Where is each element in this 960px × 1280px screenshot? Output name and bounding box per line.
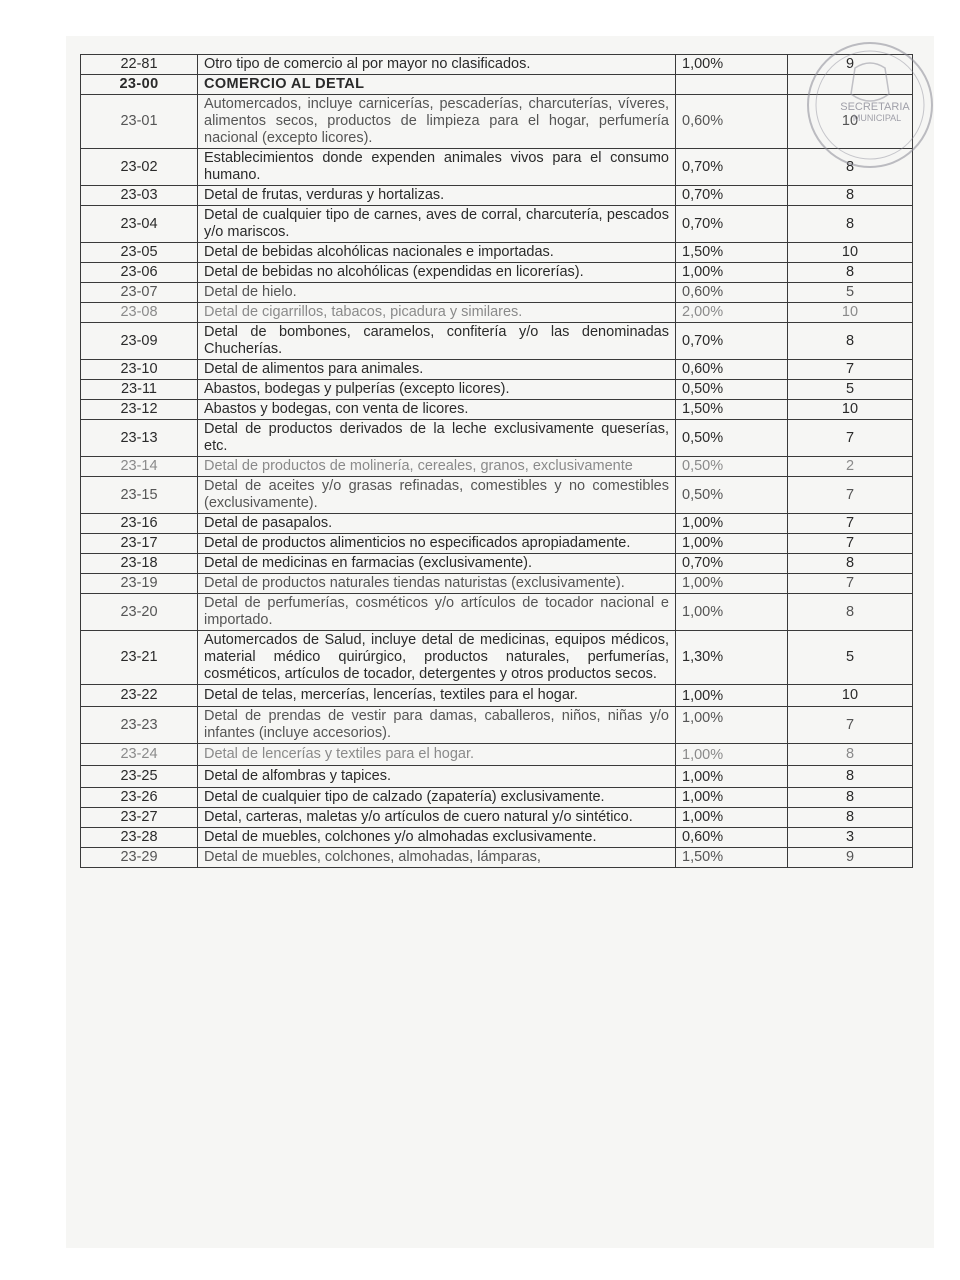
- table-row: [81, 360, 913, 380]
- activity-code: 23-01: [81, 95, 198, 149]
- activity-code: 23-20: [81, 594, 198, 631]
- activity-code: 23-00: [81, 75, 198, 95]
- table-row: [81, 534, 913, 554]
- minimum-tax-units: 7: [788, 534, 913, 554]
- table-row: [81, 380, 913, 400]
- tax-rate: 0,70%: [676, 149, 788, 186]
- minimum-tax-units: 5: [788, 380, 913, 400]
- tax-rate: 0,60%: [676, 283, 788, 303]
- activity-description: Detal de telas, mercerías, lencerías, textiles para el hogar.: [198, 685, 676, 707]
- activity-description: Otro tipo de comercio al por mayor no clasificados.: [198, 55, 676, 75]
- minimum-tax-units: 8: [788, 206, 913, 243]
- minimum-tax-units: 5: [788, 283, 913, 303]
- table-row: [81, 95, 913, 149]
- minimum-tax-units: 7: [788, 707, 913, 744]
- tax-rate: 0,70%: [676, 323, 788, 360]
- activity-code: 23-21: [81, 631, 198, 685]
- activity-code: 23-24: [81, 744, 198, 766]
- activity-code: 23-25: [81, 766, 198, 788]
- activity-code: 23-22: [81, 685, 198, 707]
- minimum-tax-units: 7: [788, 360, 913, 380]
- activity-description: Detal de muebles, colchones, almohadas, lámparas,: [198, 848, 676, 868]
- activity-code: 23-27: [81, 808, 198, 828]
- activity-code: 23-16: [81, 514, 198, 534]
- activity-description: Detal de cigarrillos, tabacos, picadura y similares.: [198, 303, 676, 323]
- activity-code: 23-05: [81, 243, 198, 263]
- table-row: [81, 55, 913, 75]
- tax-rate: 1,00%: [676, 574, 788, 594]
- minimum-tax-units: 8: [788, 766, 913, 788]
- minimum-tax-units: 8: [788, 788, 913, 808]
- minimum-tax-units: 10: [788, 243, 913, 263]
- table-row: [81, 303, 913, 323]
- activity-code: 23-13: [81, 420, 198, 457]
- tariff-table: [80, 54, 913, 868]
- tax-rate: 1,00%: [676, 766, 788, 788]
- activity-code: 23-19: [81, 574, 198, 594]
- table-row: [81, 744, 913, 766]
- activity-description: Detal de cualquier tipo de carnes, aves de corral, charcutería, pescados y/o mariscos.: [198, 206, 676, 243]
- activity-code: 23-04: [81, 206, 198, 243]
- activity-code: 23-14: [81, 457, 198, 477]
- tax-rate: 1,00%: [676, 514, 788, 534]
- activity-code: 23-10: [81, 360, 198, 380]
- table-row: [81, 420, 913, 457]
- minimum-tax-units: 8: [788, 149, 913, 186]
- section-header-row: [81, 75, 913, 95]
- minimum-tax-units: 7: [788, 514, 913, 534]
- tax-rate: 0,50%: [676, 380, 788, 400]
- activity-code: 23-02: [81, 149, 198, 186]
- table-row: [81, 554, 913, 574]
- minimum-tax-units: 8: [788, 594, 913, 631]
- activity-description: Detal de alfombras y tapices.: [198, 766, 676, 788]
- activity-description: Detal de productos derivados de la leche exclusivamente queserías, etc.: [198, 420, 676, 457]
- minimum-tax-units: 8: [788, 323, 913, 360]
- minimum-tax-units: 5: [788, 631, 913, 685]
- activity-description: Detal de productos de molinería, cereales, granos, exclusivamente: [198, 457, 676, 477]
- minimum-tax-units: 8: [788, 554, 913, 574]
- activity-description: Detal de bebidas alcohólicas nacionales e importadas.: [198, 243, 676, 263]
- table-row: [81, 808, 913, 828]
- activity-code: 23-06: [81, 263, 198, 283]
- activity-code: 23-07: [81, 283, 198, 303]
- tax-rate: 1,00%: [676, 707, 788, 744]
- tax-rate: 1,00%: [676, 594, 788, 631]
- activity-description: Detal de productos alimenticios no especificados apropiadamente.: [198, 534, 676, 554]
- activity-description: Detal de bebidas no alcohólicas (expendidas en licorerías).: [198, 263, 676, 283]
- seal-text-line1: SECRETARIA: [840, 101, 910, 113]
- tax-rate: 1,50%: [676, 400, 788, 420]
- table-row: [81, 206, 913, 243]
- table-row: [81, 149, 913, 186]
- table-row: [81, 514, 913, 534]
- tax-rate: 0,50%: [676, 457, 788, 477]
- minimum-tax-units: 7: [788, 477, 913, 514]
- tax-rate: 0,50%: [676, 420, 788, 457]
- minimum-tax-units: 7: [788, 420, 913, 457]
- minimum-tax-units: 8: [788, 186, 913, 206]
- table-row: [81, 788, 913, 808]
- activity-description: Detal de lencerías y textiles para el hogar.: [198, 744, 676, 766]
- tax-rate: 1,50%: [676, 848, 788, 868]
- tax-rate: 2,00%: [676, 303, 788, 323]
- activity-code: 23-11: [81, 380, 198, 400]
- activity-code: 23-18: [81, 554, 198, 574]
- minimum-tax-units: 9: [788, 848, 913, 868]
- minimum-tax-units: 9: [788, 55, 913, 75]
- activity-description: Detal de alimentos para animales.: [198, 360, 676, 380]
- activity-code: 23-12: [81, 400, 198, 420]
- activity-description: Establecimientos donde expenden animales vivos para el consumo humano.: [198, 149, 676, 186]
- activity-description: Automercados, incluye carnicerías, pescaderías, charcuterías, víveres, alimentos secos, productos de limpieza para el hogar, perfumería nacional (excepto licores).: [198, 95, 676, 149]
- activity-code: 23-08: [81, 303, 198, 323]
- seal-text-line2: MUNICIPAL: [852, 113, 902, 123]
- activity-code: 23-03: [81, 186, 198, 206]
- activity-description: Abastos y bodegas, con venta de licores.: [198, 400, 676, 420]
- table-row: [81, 457, 913, 477]
- activity-description: Detal de frutas, verduras y hortalizas.: [198, 186, 676, 206]
- tax-rate: 1,30%: [676, 631, 788, 685]
- tax-rate: 1,00%: [676, 744, 788, 766]
- activity-code: 23-17: [81, 534, 198, 554]
- activity-description: Abastos, bodegas y pulperías (excepto licores).: [198, 380, 676, 400]
- activity-description: Detal de muebles, colchones y/o almohadas exclusivamente.: [198, 828, 676, 848]
- minimum-tax-units: 8: [788, 744, 913, 766]
- activity-description: Detal de bombones, caramelos, confitería y/o las denominadas Chucherías.: [198, 323, 676, 360]
- table-row: [81, 594, 913, 631]
- table-row: [81, 631, 913, 685]
- tax-rate: 0,70%: [676, 554, 788, 574]
- activity-code: 23-29: [81, 848, 198, 868]
- table-row: [81, 477, 913, 514]
- table-row: [81, 186, 913, 206]
- minimum-tax-units: 2: [788, 457, 913, 477]
- table-row: [81, 685, 913, 707]
- tax-rate: [676, 75, 788, 95]
- activity-code: 23-26: [81, 788, 198, 808]
- activity-description: Detal de cualquier tipo de calzado (zapatería) exclusivamente.: [198, 788, 676, 808]
- activity-description: Automercados de Salud, incluye detal de medicinas, equipos médicos, material médico quirúrgico, productos naturales, perfumerías, cosméticos, artículos de tocador, detergentes y otros productos secos.: [198, 631, 676, 685]
- tax-rate: 1,50%: [676, 243, 788, 263]
- tax-rate: 1,00%: [676, 685, 788, 707]
- activity-description: COMERCIO AL DETAL: [198, 75, 676, 95]
- minimum-tax-units: 3: [788, 828, 913, 848]
- tax-rate: 0,60%: [676, 95, 788, 149]
- tax-rate: 0,70%: [676, 206, 788, 243]
- minimum-tax-units: 10: [788, 685, 913, 707]
- activity-description: Detal de medicinas en farmacias (exclusivamente).: [198, 554, 676, 574]
- minimum-tax-units: 10: [788, 95, 913, 149]
- tax-rate: 1,00%: [676, 788, 788, 808]
- tax-rate: 1,00%: [676, 808, 788, 828]
- tax-rate: 1,00%: [676, 534, 788, 554]
- activity-code: 23-15: [81, 477, 198, 514]
- activity-description: Detal de aceites y/o grasas refinadas, comestibles y no comestibles (exclusivamente).: [198, 477, 676, 514]
- tax-rate: 0,60%: [676, 360, 788, 380]
- minimum-tax-units: 8: [788, 808, 913, 828]
- activity-description: Detal de perfumerías, cosméticos y/o artículos de tocador nacional e importado.: [198, 594, 676, 631]
- minimum-tax-units: 10: [788, 400, 913, 420]
- tax-rate: 0,50%: [676, 477, 788, 514]
- table-row: [81, 848, 913, 868]
- table-row: [81, 243, 913, 263]
- activity-code: 23-28: [81, 828, 198, 848]
- minimum-tax-units: 7: [788, 574, 913, 594]
- table-row: [81, 323, 913, 360]
- table-row: [81, 828, 913, 848]
- activity-code: 22-81: [81, 55, 198, 75]
- activity-description: Detal, carteras, maletas y/o artículos de cuero natural y/o sintético.: [198, 808, 676, 828]
- minimum-tax-units: 8: [788, 263, 913, 283]
- minimum-tax-units: 10: [788, 303, 913, 323]
- table-row: [81, 283, 913, 303]
- table-row: [81, 400, 913, 420]
- tax-rate: 1,00%: [676, 263, 788, 283]
- table-row: [81, 766, 913, 788]
- activity-code: 23-09: [81, 323, 198, 360]
- activity-description: Detal de pasapalos.: [198, 514, 676, 534]
- activity-description: Detal de prendas de vestir para damas, caballeros, niños, niñas y/o infantes (incluye accesorios).: [198, 707, 676, 744]
- tax-rate: 0,60%: [676, 828, 788, 848]
- activity-code: 23-23: [81, 707, 198, 744]
- tariff-table-body: [81, 55, 913, 868]
- minimum-tax-units: [788, 75, 913, 95]
- table-row: [81, 574, 913, 594]
- activity-description: Detal de productos naturales tiendas naturistas (exclusivamente).: [198, 574, 676, 594]
- tax-rate: 0,70%: [676, 186, 788, 206]
- table-row: [81, 263, 913, 283]
- table-row: [81, 707, 913, 744]
- tax-rate: 1,00%: [676, 55, 788, 75]
- activity-description: Detal de hielo.: [198, 283, 676, 303]
